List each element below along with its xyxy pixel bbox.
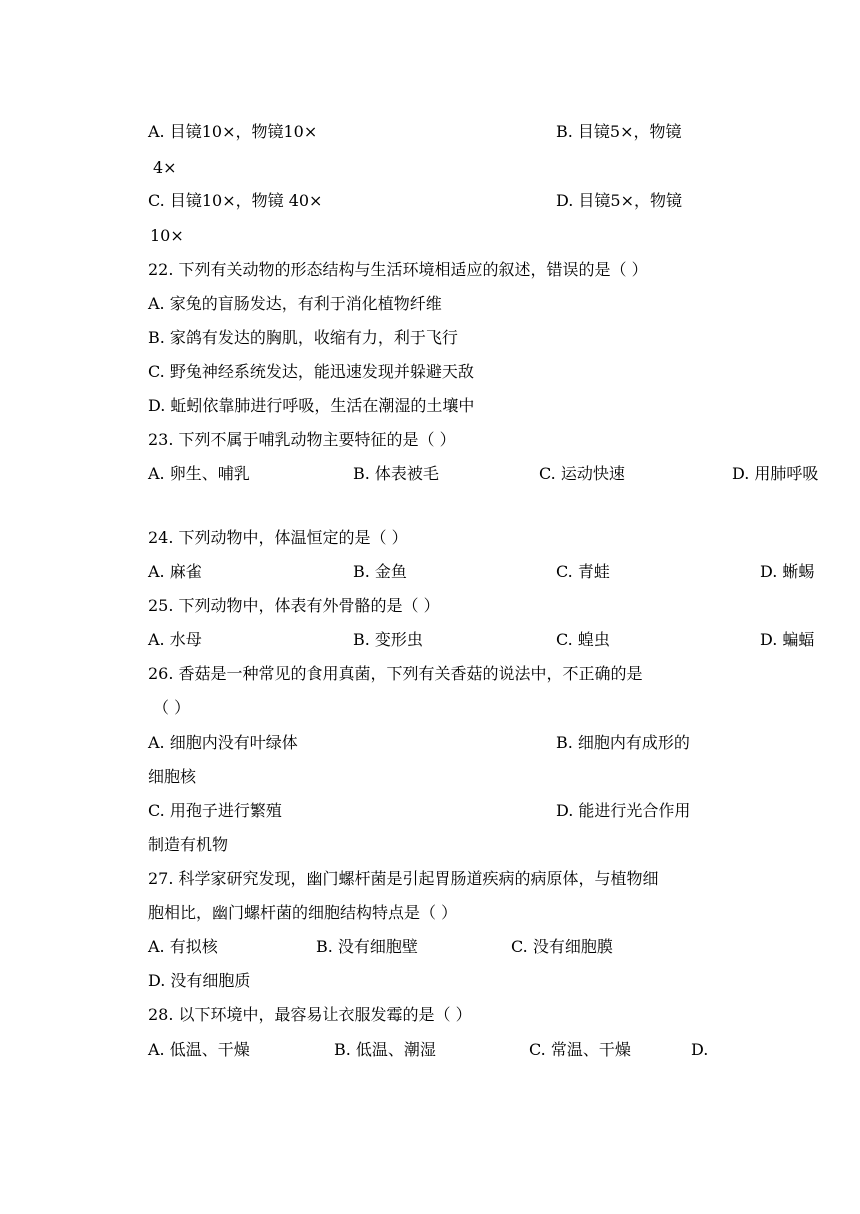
q28-option-c: C. 常温、干燥	[529, 1040, 631, 1059]
q23-option-a: A. 卵生、哺乳	[148, 464, 250, 483]
q24-option-d: D. 蜥蜴	[760, 562, 815, 581]
q27-option-a: A. 有拟核	[148, 937, 218, 956]
q25-option-d: D. 蝙蝠	[760, 630, 815, 649]
q28-option-a: A. 低温、干燥	[148, 1040, 250, 1059]
q21-option-c: C. 目镜10×，物镜 40×	[148, 191, 323, 210]
q24-option-a: A. 麻雀	[148, 562, 202, 581]
q21-option-b-continuation: 4×	[153, 158, 177, 177]
q27-option-c: C. 没有细胞膜	[511, 937, 613, 956]
q26-stem: 26. 香菇是一种常见的食用真菌，下列有关香菇的说法中，不正确的是	[148, 664, 643, 683]
q28-option-b: B. 低温、潮湿	[334, 1040, 436, 1059]
q26-option-d: D. 能进行光合作用	[556, 801, 691, 820]
q22-option-b: B. 家鸽有发达的胸肌，收缩有力，利于飞行	[148, 328, 458, 347]
q22-option-c: C. 野兔神经系统发达，能迅速发现并躲避天敌	[148, 362, 474, 381]
q26-option-c: C. 用孢子进行繁殖	[148, 801, 282, 820]
q21-option-b: B. 目镜5×，物镜	[556, 122, 682, 141]
q27-option-d: D. 没有细胞质	[148, 971, 251, 990]
q28-option-d: D.	[691, 1040, 709, 1059]
q22-option-d: D. 蚯蚓依靠肺进行呼吸，生活在潮湿的土壤中	[148, 396, 475, 415]
q23-option-d: D. 用肺呼吸	[732, 464, 819, 483]
q24-stem: 24. 下列动物中，体温恒定的是（ ）	[148, 528, 408, 547]
q22-stem: 22. 下列有关动物的形态结构与生活环境相适应的叙述，错误的是（ ）	[148, 260, 648, 279]
q21-option-a: A. 目镜10×，物镜10×	[148, 122, 318, 141]
q25-option-c: C. 蝗虫	[556, 630, 610, 649]
q21-option-d: D. 目镜5×，物镜	[556, 191, 683, 210]
q26-option-a: A. 细胞内没有叶绿体	[148, 733, 298, 752]
q23-option-c: C. 运动快速	[539, 464, 625, 483]
q26-option-b-continuation: 细胞核	[148, 767, 197, 786]
q26-option-d-continuation: 制造有机物	[148, 835, 229, 854]
q22-option-a: A. 家兔的盲肠发达，有利于消化植物纤维	[148, 294, 442, 313]
q25-option-b: B. 变形虫	[353, 630, 423, 649]
q23-stem: 23. 下列不属于哺乳动物主要特征的是（ ）	[148, 430, 456, 449]
q21-option-d-continuation: 10×	[150, 226, 184, 245]
q25-option-a: A. 水母	[148, 630, 202, 649]
q27-stem-continuation: 胞相比，幽门螺杆菌的细胞结构特点是（ ）	[148, 903, 458, 922]
q26-stem-continuation: （ ）	[153, 698, 191, 717]
q27-stem: 27. 科学家研究发现，幽门螺杆菌是引起胃肠道疾病的病原体，与植物细	[148, 869, 659, 888]
q23-option-b: B. 体表被毛	[353, 464, 439, 483]
q24-option-c: C. 青蛙	[556, 562, 610, 581]
q28-stem: 28. 以下环境中，最容易让衣服发霉的是（ ）	[148, 1005, 472, 1024]
q25-stem: 25. 下列动物中，体表有外骨骼的是（ ）	[148, 596, 440, 615]
q27-option-b: B. 没有细胞壁	[316, 937, 418, 956]
q24-option-b: B. 金鱼	[353, 562, 407, 581]
q26-option-b: B. 细胞内有成形的	[556, 733, 690, 752]
